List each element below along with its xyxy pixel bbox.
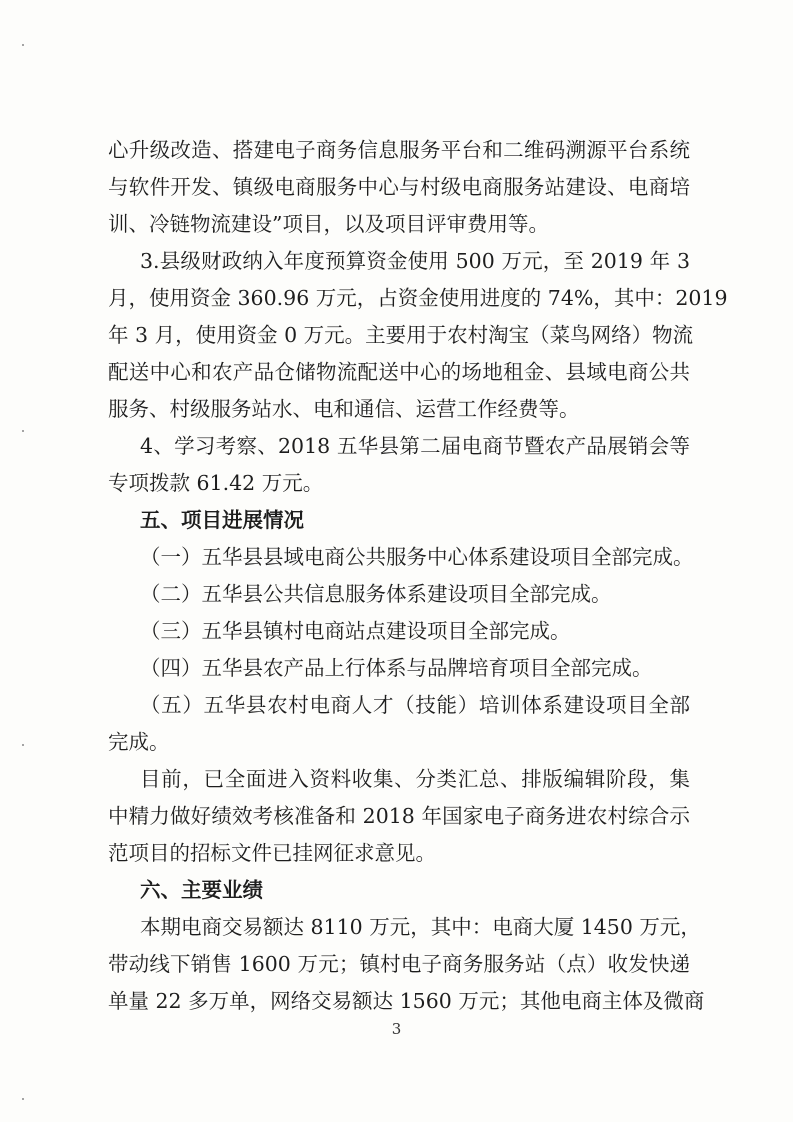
list-item: （二）五华县公共信息服务体系建设项目全部完成。: [140, 582, 612, 606]
paragraph-line: 训、冷链物流建设”项目，以及项目评审费用等。: [108, 212, 549, 236]
paragraph-line: 月，使用资金 360.96 万元，占资金使用进度的 74%，其中：2019: [108, 286, 728, 310]
paragraph-line: 配送中心和农产品仓储物流配送中心的场地租金、县域电商公共: [108, 360, 690, 384]
paragraph-line: 3.县级财政纳入年度预算资金使用 500 万元，至 2019 年 3: [140, 249, 690, 273]
paragraph-line: 本期电商交易额达 8110 万元，其中：电商大厦 1450 万元，: [140, 915, 701, 939]
paragraph-line: 4、学习考察、2018 五华县第二届电商节暨农产品展销会等: [140, 434, 690, 458]
list-item: （四）五华县农产品上行体系与品牌培育项目全部完成。: [140, 656, 653, 680]
paragraph-line: 单量 22 多万单，网络交易额达 1560 万元；其他电商主体及微商: [108, 989, 705, 1013]
paragraph-line: 服务、村级服务站水、电和通信、运营工作经费等。: [108, 397, 580, 421]
paragraph-line: 范项目的招标文件已挂网征求意见。: [108, 841, 436, 865]
scan-speck: [22, 430, 24, 432]
paragraph-line: 带动线下销售 1600 万元；镇村电子商务服务站（点）收发快递: [108, 952, 690, 976]
paragraph-line: 目前，已全面进入资料收集、分类汇总、排版编辑阶段，集: [140, 767, 690, 791]
paragraph-line: 专项拨款 61.42 万元。: [108, 471, 324, 495]
scan-speck: [22, 44, 24, 46]
paragraph-line: 年 3 月，使用资金 0 万元。主要用于农村淘宝（菜鸟网络）物流: [108, 323, 694, 347]
paragraph-line: 中精力做好绩效考核准备和 2018 年国家电子商务进农村综合示: [108, 804, 690, 828]
page-number: 3: [391, 1020, 402, 1038]
paragraph-line: 心升级改造、搭建电子商务信息服务平台和二维码溯源平台系统: [108, 138, 690, 162]
scan-speck: [22, 744, 24, 746]
scan-speck: [22, 1098, 24, 1100]
list-item: 完成。: [108, 730, 170, 754]
section-heading: 五、项目进展情况: [140, 508, 304, 532]
list-item: （五）五华县农村电商人才（技能）培训体系建设项目全部: [140, 693, 690, 717]
list-item: （一）五华县县域电商公共服务中心体系建设项目全部完成。: [140, 545, 694, 569]
paragraph-line: 与软件开发、镇级电商服务中心与村级电商服务站建设、电商培: [108, 175, 690, 199]
section-heading: 六、主要业绩: [140, 878, 263, 902]
list-item: （三）五华县镇村电商站点建设项目全部完成。: [140, 619, 571, 643]
